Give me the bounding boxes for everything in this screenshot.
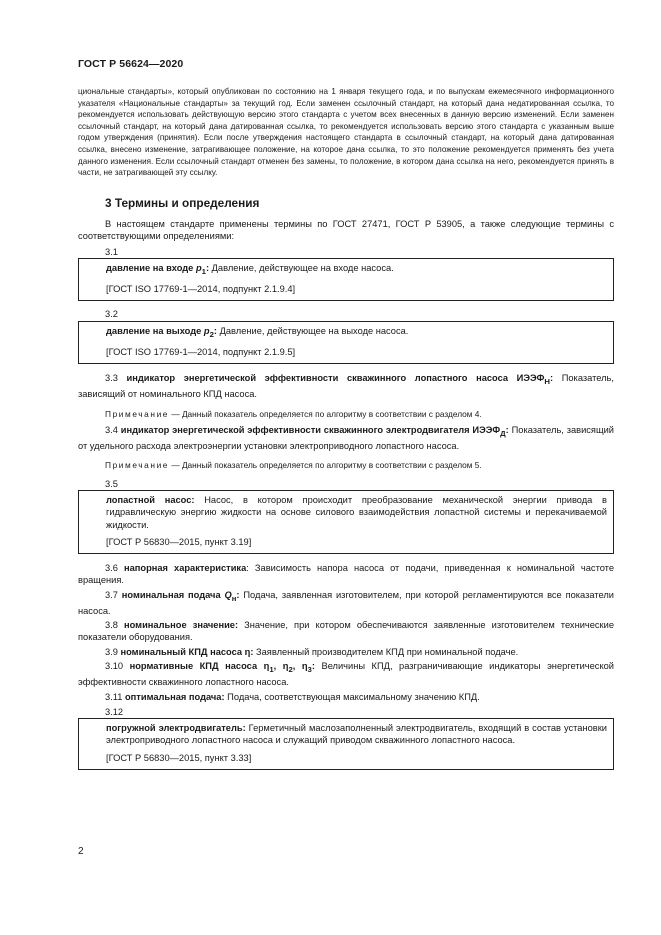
term-reference-3-12: [ГОСТ Р 56830—2015, пункт 3.33] (106, 752, 252, 763)
term-definition-3-8: 3.8 номинальное значение: Значение, при котором обеспечиваются заявленные изготовителем технические показатели оборудования. (78, 620, 614, 643)
term-3-8: номинальное значение: (124, 620, 239, 631)
term-3-2: давление на выходе $p_2$: (106, 325, 217, 339)
term-3-10: нормативные КПД насоса $\eta_1$, $\eta_2$, $\eta_3$: (129, 661, 315, 674)
term-3-3: индикатор энергетической эффективности скважинного лопастного насоса $ИЭЭФ_Н$: (126, 373, 554, 386)
term-3-5: лопастной насос: (106, 494, 195, 505)
term-box-3-2 (78, 321, 614, 364)
term-3-7: номинальная подача $Q_н$: (121, 589, 240, 603)
note-3-4: Примечание — Данный показатель определяется по алгоритму в соответствии с разделом 5. (105, 460, 482, 471)
term-definition-3-7: 3.7 номинальная подача $Q_н$: Подача, заявленная изготовителем, при которой регламентируются все показатели насоса. (78, 589, 614, 616)
term-3-6: напорная характеристика (124, 563, 247, 574)
term-number-3-1: 3.1 (105, 246, 118, 257)
term-box-3-5 (78, 490, 614, 554)
document-header: ГОСТ Р 56624—2020 (78, 58, 184, 70)
intro-paragraph: циональные стандарты», который опубликован по состоянию на 1 января текущего года, и по выпускам ежемесячного информационного указателя «Национальные стандарты» за текущий год. Если заменен ссылочный стандарт, на который дана недатированная ссылка, то рекомендуется использовать действующую версию этого стандарта с учетом всех внесенных в данную версию изменений. Если заменен ссылочный стандарт, на который дана датированная ссылка, то рекомендуется использовать версию этого стандарта с указанным выше годом утверждения (принятия). Если после утверждения настоящего стандарта в ссылочный стандарт, на который дана датированная ссылка, внесено изменение, затрагивающее положение, на которое дана ссылка, то это положение рекомендуется применять без учета данного изменения. Если ссылочный стандарт отменен без замены, то положение, в котором дана ссылка на него, рекомендуется принять в части, не затрагивающей эту ссылку. (78, 87, 614, 178)
term-number-3-12: 3.12 (105, 706, 124, 717)
term-reference-3-1: [ГОСТ ISO 17769-1—2014, подпункт 2.1.9.4] (106, 284, 296, 295)
term-definition-3-12: погружной электродвигатель: Герметичный маслозаполненный электродвигатель, входящий в состав установки электроприводного лопастного насоса и служащий приводом скважинного лопастного насоса. (106, 723, 607, 746)
note-3-3: Примечание — Данный показатель определяется по алгоритму в соответствии с разделом 4. (105, 408, 482, 419)
term-definition-3-9: 3.9 номинальный КПД насоса η: Заявленный производителем КПД при номинальной подаче. (105, 646, 519, 657)
term-definition-3-1: давление на входе $p_1$: Давление, действующее на входе насоса. (106, 262, 394, 276)
term-definition-3-11: 3.11 оптимальная подача: Подача, соответствующая максимальному значению КПД. (105, 691, 480, 702)
term-reference-3-5: [ГОСТ Р 56830—2015, пункт 3.19] (106, 536, 252, 547)
section-lead: В настоящем стандарте применены термины по ГОСТ 27471, ГОСТ Р 53905, а также следующие термины с соответствующими определениями: (78, 219, 614, 242)
term-reference-3-2: [ГОСТ ISO 17769-1—2014, подпункт 2.1.9.5] (106, 346, 296, 357)
term-3-9: номинальный КПД насоса η: (120, 646, 254, 657)
term-box-3-1 (78, 258, 614, 301)
document-body (78, 86, 614, 770)
term-box-3-12 (78, 718, 614, 770)
term-3-12: погружной электродвигатель: (106, 723, 246, 734)
term-3-1: давление на входе $p_1$: (106, 262, 210, 276)
term-definition-3-4: 3.4 индикатор энергетической эффективности скважинного электродвигателя $ИЭЭФ_Д$: Показатель, зависящий от удельного расхода электроэнергии установки электроприводного лопастного насоса. (78, 424, 614, 452)
term-definition-3-10: 3.10 нормативные КПД насоса $\eta_1$, $\eta_2$, $\eta_3$: Величины КПД, разграничивающие индикаторы энергетической эффективности скважинного лопастного насоса. (78, 661, 614, 688)
term-definition-3-5: лопастной насос: Насос, в котором происходит преобразование механической энергии привода в гидравлическую энергию жидкости на основе силового взаимодействия лопастной системы и перекачиваемой жидкости. (106, 494, 607, 530)
term-3-11: оптимальная подача: (125, 691, 225, 702)
term-number-3-5: 3.5 (105, 478, 118, 489)
term-definition-3-6: 3.6 напорная характеристика: Зависимость напора насоса от подачи, приведенная к номинальной частоте вращения. (78, 563, 615, 586)
term-number-3-2: 3.2 (105, 309, 118, 320)
page-number: 2 (78, 846, 84, 857)
term-definition-3-2: давление на выходе $p_2$: Давление, действующее на выходе насоса. (106, 325, 409, 339)
term-definition-3-3: 3.3 индикатор энергетической эффективности скважинного лопастного насоса $ИЭЭФ_Н$: Показатель, зависящий от номинального КПД насоса. (78, 373, 614, 400)
section-title: 3 Термины и определения (105, 195, 260, 210)
term-3-4: индикатор энергетической эффективности скважинного электродвигателя $ИЭЭФ_Д$: (120, 424, 509, 438)
